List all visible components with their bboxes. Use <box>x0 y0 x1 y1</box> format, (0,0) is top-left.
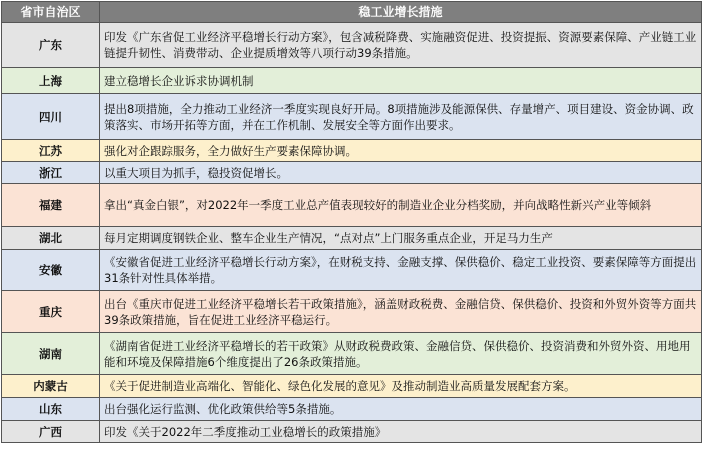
province-cell: 江苏 <box>2 140 100 162</box>
measures-cell: 建立稳增长企业诉求协调机制 <box>100 68 702 94</box>
header-row <box>2 2 702 23</box>
measures-cell: 出台强化运行监测、优化政策供给等5条措施。 <box>100 398 702 421</box>
province-cell: 内蒙古 <box>2 375 100 398</box>
measures-cell: 强化对企跟踪服务，全力做好生产要素保障协调。 <box>100 140 702 162</box>
province-cell: 四川 <box>2 94 100 140</box>
province-cell: 重庆 <box>2 291 100 333</box>
table-row <box>2 140 702 162</box>
province-cell: 安徽 <box>2 250 100 291</box>
province-cell: 浙江 <box>2 162 100 184</box>
header-province: 省市自治区 <box>2 2 100 23</box>
table-row <box>2 291 702 333</box>
measures-cell: 出台《重庆市促进工业经济平稳增长若干政策措施》，涵盖财政税费、金融信贷、保供稳价、投资和外贸外资等方面共39条政策措施，旨在促进工业经济平稳运行。 <box>100 291 702 333</box>
table-row <box>2 375 702 398</box>
header-measures: 稳工业增长措施 <box>100 2 702 23</box>
province-cell: 湖南 <box>2 333 100 375</box>
province-cell: 福建 <box>2 184 100 227</box>
measures-cell: 拿出“真金白银”，对2022年一季度工业总产值表现较好的制造业企业分档奖励，并向战略性新兴产业等倾斜 <box>100 184 702 227</box>
province-cell: 上海 <box>2 68 100 94</box>
measures-cell: 印发《关于2022年二季度推动工业稳增长的政策措施》 <box>100 421 702 443</box>
measures-cell: 印发《广东省促工业经济平稳增长行动方案》，包含减税降费、实施融资促进、投资提振、资源要素保障、产业链工业链提升韧性、消费带动、企业提质增效等八项行动39条措施。 <box>100 23 702 68</box>
table-row <box>2 227 702 250</box>
measures-cell: 提出8项措施，全力推动工业经济一季度实现良好开局。8项措施涉及能源保供、存量增产、项目建设、资金协调、政策落实、市场开拓等方面，并在工作机制、发展安全等方面作出要求。 <box>100 94 702 140</box>
measures-cell: 《关于促进制造业高端化、智能化、绿色化发展的意见》及推动制造业高质量发展配套方案。 <box>100 375 702 398</box>
measures-cell: 每月定期调度钢铁企业、整车企业生产情况，“点对点”上门服务重点企业，开足马力生产 <box>100 227 702 250</box>
table-row <box>2 68 702 94</box>
table-row <box>2 333 702 375</box>
measures-cell: 《湖南省促进工业经济平稳增长的若干政策》从财政税费政策、金融信贷、保供稳价、投资消费和外贸外资、用地用能和环境及保障措施6个维度提出了26条政策措施。 <box>100 333 702 375</box>
measures-cell: 以重大项目为抓手，稳投资促增长。 <box>100 162 702 184</box>
table-row <box>2 162 702 184</box>
table-row <box>2 421 702 443</box>
measures-cell: 《安徽省促进工业经济平稳增长行动方案》，在财税支持、金融支撑、保供稳价、稳定工业投资、要素保障等方面提出31条针对性具体举措。 <box>100 250 702 291</box>
table-row <box>2 250 702 291</box>
table-row <box>2 184 702 227</box>
province-cell: 广东 <box>2 23 100 68</box>
province-cell: 山东 <box>2 398 100 421</box>
policy-table <box>1 1 702 443</box>
table-row <box>2 23 702 68</box>
table-row <box>2 94 702 140</box>
table-row <box>2 398 702 421</box>
province-cell: 湖北 <box>2 227 100 250</box>
province-cell: 广西 <box>2 421 100 443</box>
